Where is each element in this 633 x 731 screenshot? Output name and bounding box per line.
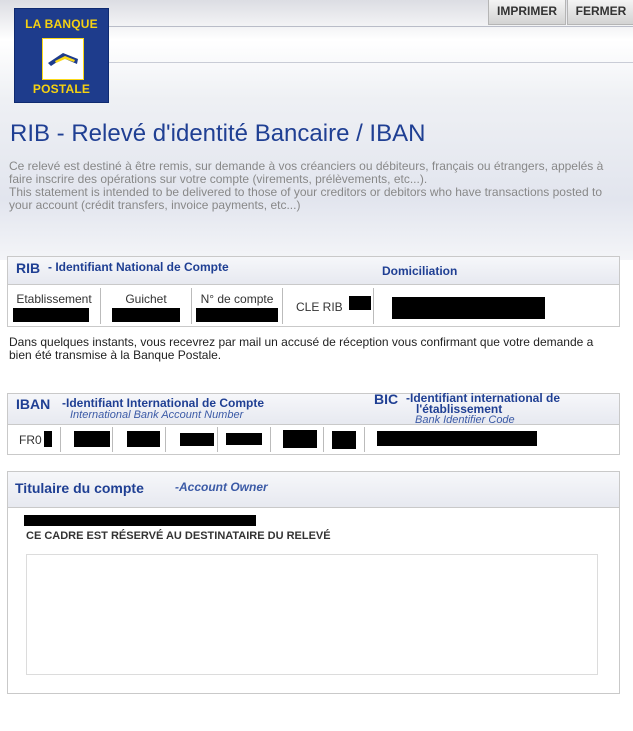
rib-cell-guichet: [101, 288, 192, 324]
iban-title: -Identifiant International de Compte: [62, 396, 265, 410]
confirmation-text: Dans quelques instants, vous recevrez par mail un accusé de réception vous confirmant que votre demande a bien été transmise à la Banque Postale.: [9, 335, 594, 362]
rib-cell-cle-rib: [283, 288, 374, 324]
rib-title: - Identifiant National de Compte: [48, 260, 229, 274]
iban-subtitle: International Bank Account Number: [70, 409, 244, 421]
bic-title-line1: -Identifiant international de: [406, 391, 561, 405]
recipient-reserved-area: [26, 554, 598, 675]
iban-title-prefix: IBAN: [16, 396, 51, 412]
redacted-iban-3: [127, 431, 160, 447]
redacted-owner-name: [24, 515, 256, 526]
iban-group-6: [271, 427, 324, 452]
page-title: RIB - Relevé d'identité Bancaire / IBAN: [10, 120, 426, 147]
la-banque-postale-logo: [14, 8, 109, 103]
iban-country-code: FR0: [19, 433, 42, 447]
redacted-domiciliation: [392, 297, 545, 319]
confirmation-message: [9, 336, 609, 362]
cle-rib-label: CLE RIB: [296, 300, 343, 314]
rib-panel-header: [8, 257, 619, 285]
rib-cell-etablissement: [8, 288, 101, 324]
domiciliation-label: Domiciliation: [382, 264, 458, 278]
redacted-iban-1a: [44, 431, 52, 447]
redacted-iban-4: [180, 433, 214, 446]
redacted-numero-compte: [196, 308, 278, 322]
account-owner-header: [8, 472, 619, 508]
close-button[interactable]: FERMER: [567, 0, 633, 25]
logo-text-bottom: POSTALE: [32, 82, 91, 96]
guichet-label: Guichet: [125, 292, 167, 306]
account-owner-subtitle: -Account Owner: [175, 480, 268, 494]
etablissement-label: Etablissement: [16, 292, 92, 306]
rib-title-prefix: RIB: [16, 260, 41, 276]
iban-bic-header: [8, 391, 619, 426]
bic-title-line2: l'établissement: [416, 402, 503, 416]
iban-group-3: [113, 427, 166, 452]
numero-compte-label: N° de compte: [200, 292, 274, 306]
iban-bic-panel: [7, 393, 620, 455]
envelope-bird-icon: [42, 38, 84, 80]
account-owner-title: Titulaire du compte: [15, 480, 144, 496]
redacted-iban-7: [332, 431, 356, 449]
redacted-iban-2: [74, 431, 110, 447]
iban-group-4: [166, 427, 218, 452]
logo-text-top: LA BANQUE: [25, 17, 98, 31]
bic-subtitle: Bank Identifier Code: [415, 414, 515, 426]
redacted-etablissement: [13, 308, 89, 322]
intro-french: Ce relevé est destiné à être remis, sur demande à vos créanciers ou débiteurs, français ou étrangers, appelés à faire inscrire des opérations sur votre compte (virements, prélèvements, etc...).: [9, 159, 604, 186]
iban-group-7: [324, 427, 365, 452]
intro-english: This statement is intended to be delivered to those of your creditors or debitors who have transactions posted to your account (crédit transfers, invoice payments, etc...): [9, 185, 602, 212]
header-divider: [108, 26, 633, 27]
iban-group-5: [218, 427, 271, 452]
rib-panel: [7, 256, 620, 327]
reserved-notice: CE CADRE EST RÉSERVÉ AU DESTINATAIRE DU RELEVÉ: [26, 530, 331, 542]
redacted-iban-5: [226, 433, 262, 445]
bic-title-prefix: BIC: [374, 391, 399, 407]
redacted-guichet: [112, 308, 180, 322]
print-button[interactable]: IMPRIMER: [488, 0, 566, 25]
intro-text: [9, 160, 619, 212]
iban-group-1: [8, 427, 61, 452]
redacted-cle-rib: [349, 296, 371, 310]
iban-group-2: [61, 427, 113, 452]
redacted-bic: [377, 431, 537, 446]
header-divider-secondary: [108, 62, 633, 63]
rib-cell-numero-compte: [192, 288, 283, 324]
redacted-iban-6: [283, 430, 317, 448]
